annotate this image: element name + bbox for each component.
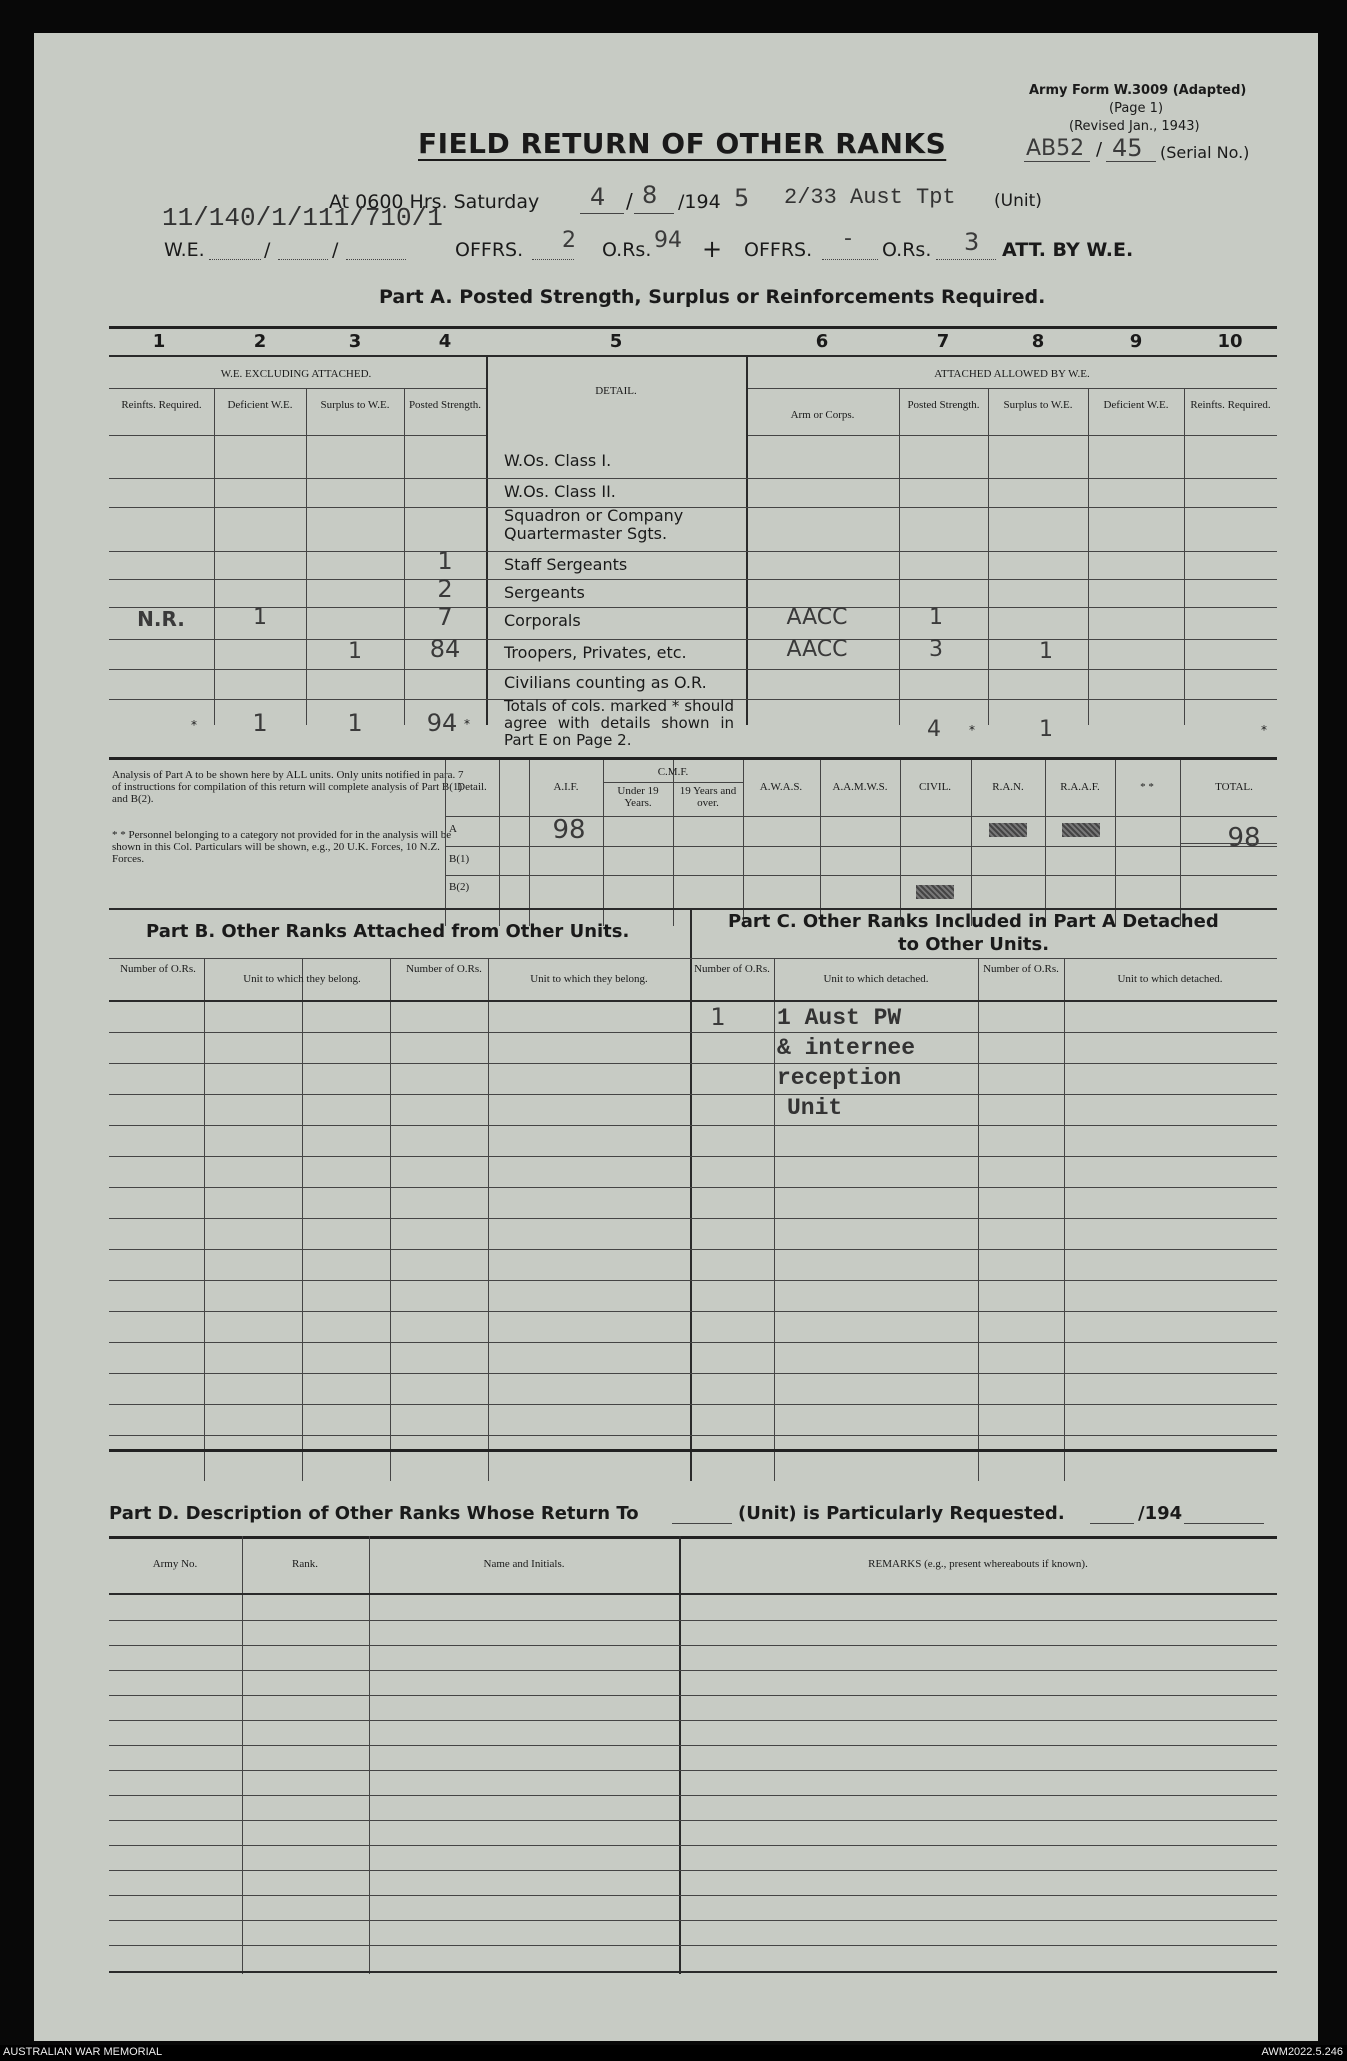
rule-line — [746, 551, 1277, 552]
rule-line — [109, 669, 486, 670]
detail-label-6: Corporals — [504, 611, 581, 630]
rule-line — [109, 1032, 1277, 1033]
rule-line — [1184, 388, 1185, 725]
rule-line — [673, 760, 674, 926]
analysis-header-cmf: C.M.F. — [657, 766, 689, 778]
rule-line — [242, 1536, 243, 1974]
civil-shaded-block — [916, 885, 954, 899]
detail-label-1: W.Os. Class I. — [504, 451, 612, 470]
analysis-header-civil: CIVIL. — [918, 781, 952, 793]
rule-line — [109, 478, 486, 479]
rule-line — [214, 388, 215, 725]
totals-att-posted: 4 — [927, 717, 941, 742]
rule-line — [899, 388, 900, 725]
footer-left: AUSTRALIAN WAR MEMORIAL — [3, 2046, 163, 2058]
att-ors-value: 3 — [964, 228, 980, 256]
rule-line — [900, 760, 901, 926]
att-offrs-label: OFFRS. — [744, 239, 813, 261]
group-header-right: ATTACHED ALLOWED BY W.E. — [934, 368, 1090, 380]
rule-line — [109, 1593, 1277, 1595]
column-number-10: 10 — [1217, 331, 1243, 352]
footer-bar — [0, 2045, 1347, 2061]
rule-line — [445, 875, 1277, 876]
column-number-6: 6 — [815, 331, 829, 352]
analysis-aif-a: 98 — [552, 815, 586, 845]
rule-line — [109, 1645, 1277, 1646]
we-sep-2: / — [332, 239, 339, 261]
rule-line — [486, 579, 746, 580]
rule-line — [679, 1536, 681, 1974]
part-c-title-line1: Part C. Other Ranks Included in Part A Detached — [728, 911, 1219, 932]
rule-line — [746, 435, 1277, 436]
rule-line — [1088, 388, 1089, 725]
part-b-header-number-1: Number of O.Rs. — [120, 963, 196, 975]
rule-line — [109, 1770, 1277, 1771]
rule-line — [109, 1745, 1277, 1746]
rule-line — [603, 782, 743, 783]
part-d-header-name: Name and Initials. — [483, 1558, 565, 1570]
rule-line — [302, 958, 303, 1481]
rule-line — [109, 1342, 1277, 1343]
analysis-header-awas: A.W.A.S. — [759, 781, 803, 793]
rule-line — [109, 388, 486, 389]
rule-line — [746, 669, 1277, 670]
unit-label: (Unit) — [994, 191, 1042, 211]
rule-line — [445, 760, 446, 926]
column-header-1: Reinfts. Required. — [121, 399, 202, 411]
part-d-title-b: (Unit) is Particularly Requested. — [738, 1503, 1065, 1524]
totals-detail: Totals of cols. marked * should agree with details shown in Part E on Page 2. — [504, 697, 734, 749]
column-header-7: Posted Strength. — [907, 399, 980, 411]
rule-line — [1115, 760, 1116, 926]
rule-line — [109, 1695, 1277, 1696]
analysis-total-a: 98 — [1227, 823, 1261, 853]
column-header-9: Deficient W.E. — [1103, 399, 1169, 411]
part-b-title: Part B. Other Ranks Attached from Other Units. — [146, 921, 630, 942]
rule-line — [109, 1063, 1277, 1064]
analysis-header-aif: A.I.F. — [553, 781, 579, 793]
page-number: (Page 1) — [1109, 101, 1164, 116]
we-sep-1: / — [264, 239, 271, 261]
totals-reinfts-mark-right: * — [1261, 723, 1267, 737]
part-c-entry-number: 1 — [710, 1003, 726, 1031]
column-number-9: 9 — [1129, 331, 1143, 352]
att-ors-label: O.Rs. — [882, 239, 932, 261]
part-c-entry-line-2: & internee — [777, 1035, 916, 1061]
year-prefix: /194 — [678, 191, 721, 213]
form-sheet — [34, 33, 1318, 2041]
rule-line — [109, 1249, 1277, 1250]
rule-line — [109, 1971, 1277, 1973]
rule-line — [109, 908, 1277, 910]
analysis-note-2: * * Personnel belonging to a category not provided for in the analysis will be shown in this Col. Particulars will be shown, e.g., 20 U.K. Forces, 10 N.Z. Forces. — [112, 829, 452, 865]
rule-line — [109, 757, 1277, 760]
column-header-5: DETAIL. — [595, 385, 637, 397]
rule-line — [390, 958, 391, 1481]
detail-label-5: Sergeants — [504, 583, 585, 602]
column-number-2: 2 — [253, 331, 267, 352]
part-d-header-remarks: REMARKS (e.g., present whereabouts if known). — [868, 1558, 1088, 1570]
part-c-title-line2: to Other Units. — [898, 934, 1050, 955]
rule-line — [1045, 760, 1046, 926]
part-b-header-unit-2: Unit to which they belong. — [530, 973, 648, 985]
part-c-header-number-1: Number of O.Rs. — [694, 963, 770, 975]
date-day: 4 — [590, 183, 606, 211]
rule-line — [109, 1000, 1277, 1002]
rule-line — [109, 1820, 1277, 1821]
rule-line — [690, 909, 692, 1481]
rule-line — [109, 1311, 1277, 1312]
column-number-3: 3 — [348, 331, 362, 352]
revision-date: (Revised Jan., 1943) — [1069, 119, 1200, 134]
analysis-row-label-3: B(2) — [449, 881, 470, 893]
part-d-title-c: /194 — [1138, 1503, 1183, 1524]
totals-posted: 94 — [426, 709, 458, 737]
totals-att-surplus: 1 — [1039, 717, 1053, 742]
date-month: 8 — [642, 181, 658, 209]
totals-deficient: 1 — [252, 709, 268, 737]
serial-label: (Serial No.) — [1160, 143, 1250, 162]
part-b-header-number-2: Number of O.Rs. — [406, 963, 482, 975]
part-c-entry-line-3: reception — [777, 1065, 902, 1091]
rule-line — [109, 355, 1277, 357]
footer-right: AWM2022.5.246 — [1261, 2046, 1343, 2058]
column-header-6: Arm or Corps. — [790, 409, 855, 421]
row-7-surplus: 1 — [348, 639, 362, 664]
rule-line — [109, 1449, 1277, 1452]
rule-line — [971, 760, 972, 926]
part-c-header-unit-2: Unit to which detached. — [1117, 973, 1223, 985]
rule-line — [486, 639, 746, 640]
column-number-5: 5 — [609, 331, 623, 352]
rule-line — [603, 760, 604, 926]
totals-att-posted-mark: * — [969, 723, 975, 737]
detail-label-2: W.Os. Class II. — [504, 482, 616, 501]
unit-typed: 2/33 Aust Tpt — [784, 185, 956, 210]
rule-line — [109, 1280, 1277, 1281]
row-5-posted: 2 — [437, 575, 453, 603]
rule-line — [109, 326, 1277, 329]
att-by-we: ATT. BY W.E. — [1002, 239, 1134, 261]
time-day-label: At 0600 Hrs. Saturday — [329, 191, 540, 213]
rule-line — [109, 507, 486, 508]
group-header-left: W.E. EXCLUDING ATTACHED. — [220, 368, 372, 380]
row-6-reinfts: N.R. — [137, 607, 185, 631]
detail-label-4: Staff Sergeants — [504, 555, 628, 574]
rule-line — [109, 1536, 1277, 1539]
rule-line — [109, 1895, 1277, 1896]
rule-line — [486, 551, 746, 552]
rule-line — [109, 699, 486, 700]
rule-line — [743, 760, 744, 926]
rule-line — [109, 1720, 1277, 1721]
column-header-8: Surplus to W.E. — [1003, 399, 1073, 411]
rule-line — [109, 958, 690, 959]
rule-line — [369, 1536, 370, 1974]
rule-line — [529, 760, 530, 926]
rule-line — [746, 699, 1277, 700]
offrs-value: 2 — [562, 228, 576, 253]
analysis-header-detail: Detail. — [457, 781, 487, 793]
row-6-att-posted: 1 — [929, 605, 943, 630]
raaf-shaded-block — [1062, 823, 1100, 837]
rule-line — [1064, 958, 1065, 1481]
detail-label-8: Civilians counting as O.R. — [504, 673, 707, 692]
analysis-header-ran: R.A.N. — [992, 781, 1024, 793]
we-label: W.E. — [164, 239, 205, 261]
rule-line — [109, 1435, 1277, 1436]
part-c-header-unit-1: Unit to which detached. — [823, 973, 929, 985]
rule-line — [109, 579, 486, 580]
totals-posted-mark: * — [464, 717, 470, 731]
form-title: FIELD RETURN OF OTHER RANKS — [418, 127, 947, 160]
column-number-4: 4 — [438, 331, 452, 352]
rule-line — [109, 1620, 1277, 1621]
date-separator: / — [626, 189, 633, 213]
rule-line — [1180, 843, 1277, 844]
serial-separator: / — [1096, 139, 1103, 160]
totals-reinfts-mark: * — [191, 718, 197, 732]
analysis-header-other: * * — [1140, 781, 1154, 793]
detail-label-3: Squadron or Company Quartermaster Sgts. — [504, 506, 684, 543]
analysis-header-under19: Under 19 Years. — [617, 785, 659, 809]
part-d-header-army-no: Army No. — [152, 1558, 198, 1570]
totals-surplus: 1 — [347, 709, 363, 737]
rule-line — [109, 1094, 1277, 1095]
serial-handwritten-2: 45 — [1112, 134, 1143, 162]
we-typed: 11/140/1/111/710/1 — [162, 203, 443, 233]
year-digit: 5 — [734, 184, 750, 212]
part-b-header-unit-1: Unit to which they belong. — [243, 973, 361, 985]
rule-line — [488, 958, 489, 1481]
ors-value: 94 — [654, 228, 682, 253]
rule-line — [486, 669, 746, 670]
row-4-posted: 1 — [437, 547, 453, 575]
analysis-header-total: TOTAL. — [1215, 781, 1253, 793]
rule-line — [306, 388, 307, 725]
rule-line — [109, 435, 486, 436]
analysis-header-19over: 19 Years and over. — [679, 785, 737, 809]
rule-line — [978, 958, 979, 1481]
rule-line — [109, 1373, 1277, 1374]
rule-line — [109, 1795, 1277, 1796]
rule-line — [109, 1156, 1277, 1157]
column-header-3: Surplus to W.E. — [320, 399, 390, 411]
rule-line — [486, 607, 746, 608]
rule-line — [109, 1670, 1277, 1671]
rule-line — [746, 478, 1277, 479]
ran-shaded-block — [989, 823, 1027, 837]
column-header-10: Reinfts. Required. — [1190, 399, 1271, 411]
row-7-arm-corps: AACC — [786, 637, 848, 662]
analysis-row-label-2: B(1) — [449, 853, 470, 865]
detail-label-7: Troopers, Privates, etc. — [504, 643, 687, 662]
ors-label: O.Rs. — [602, 239, 652, 261]
part-c-header-number-2: Number of O.Rs. — [983, 963, 1059, 975]
analysis-row-label-1: A — [449, 823, 457, 835]
rule-line — [690, 958, 1277, 959]
column-header-2: Deficient W.E. — [227, 399, 293, 411]
column-number-7: 7 — [936, 331, 950, 352]
rule-line — [109, 551, 486, 552]
rule-line — [204, 958, 205, 1481]
row-7-posted: 84 — [429, 635, 461, 663]
part-c-entry-line-1: 1 Aust PW — [777, 1005, 902, 1031]
serial-handwritten-1: AB52 — [1026, 136, 1085, 161]
rule-line — [988, 388, 989, 725]
row-7-att-surplus: 1 — [1039, 639, 1053, 664]
part-c-entry-line-4: Unit — [787, 1095, 843, 1121]
analysis-note-1: Analysis of Part A to be shown here by ALL units. Only units notified in para. 7 of instructions for compilation of this return will complete analysis of Part B(1) and B(2). — [112, 769, 464, 805]
part-d-title-a: Part D. Description of Other Ranks Whose Return To — [109, 1503, 639, 1524]
rule-line — [109, 1187, 1277, 1188]
rule-line — [404, 388, 405, 725]
rule-line — [109, 1945, 1277, 1946]
part-a-title: Part A. Posted Strength, Surplus or Reinforcements Required. — [379, 286, 1046, 308]
part-d-header-rank: Rank. — [292, 1558, 318, 1570]
column-number-1: 1 — [152, 331, 166, 352]
att-offrs-value: - — [844, 226, 852, 251]
rule-line — [774, 958, 775, 1481]
rule-line — [445, 846, 1277, 847]
rule-line — [109, 1870, 1277, 1871]
rule-line — [746, 507, 1277, 508]
offrs-label: OFFRS. — [455, 239, 524, 261]
rule-line — [746, 388, 1277, 389]
plus-sign: + — [702, 235, 723, 263]
army-form-number: Army Form W.3009 (Adapted) — [1029, 83, 1247, 98]
rule-line — [1184, 1523, 1264, 1524]
rule-line — [109, 1920, 1277, 1921]
rule-line — [1090, 1523, 1134, 1524]
row-6-deficient: 1 — [253, 605, 267, 630]
column-number-8: 8 — [1031, 331, 1045, 352]
row-6-posted: 7 — [437, 603, 453, 631]
rule-line — [746, 579, 1277, 580]
rule-line — [109, 1845, 1277, 1846]
column-header-4: Posted Strength. — [408, 399, 482, 411]
rule-line — [109, 1218, 1277, 1219]
analysis-header-aamws: A.A.M.W.S. — [832, 781, 888, 793]
rule-line — [672, 1523, 732, 1524]
row-7-att-posted: 3 — [929, 637, 943, 662]
rule-line — [109, 1125, 1277, 1126]
row-6-arm-corps: AACC — [786, 605, 848, 630]
rule-line — [486, 478, 746, 479]
rule-line — [499, 760, 500, 926]
rule-line — [109, 1404, 1277, 1405]
analysis-header-raaf: R.A.A.F. — [1060, 781, 1100, 793]
rule-line — [820, 760, 821, 926]
